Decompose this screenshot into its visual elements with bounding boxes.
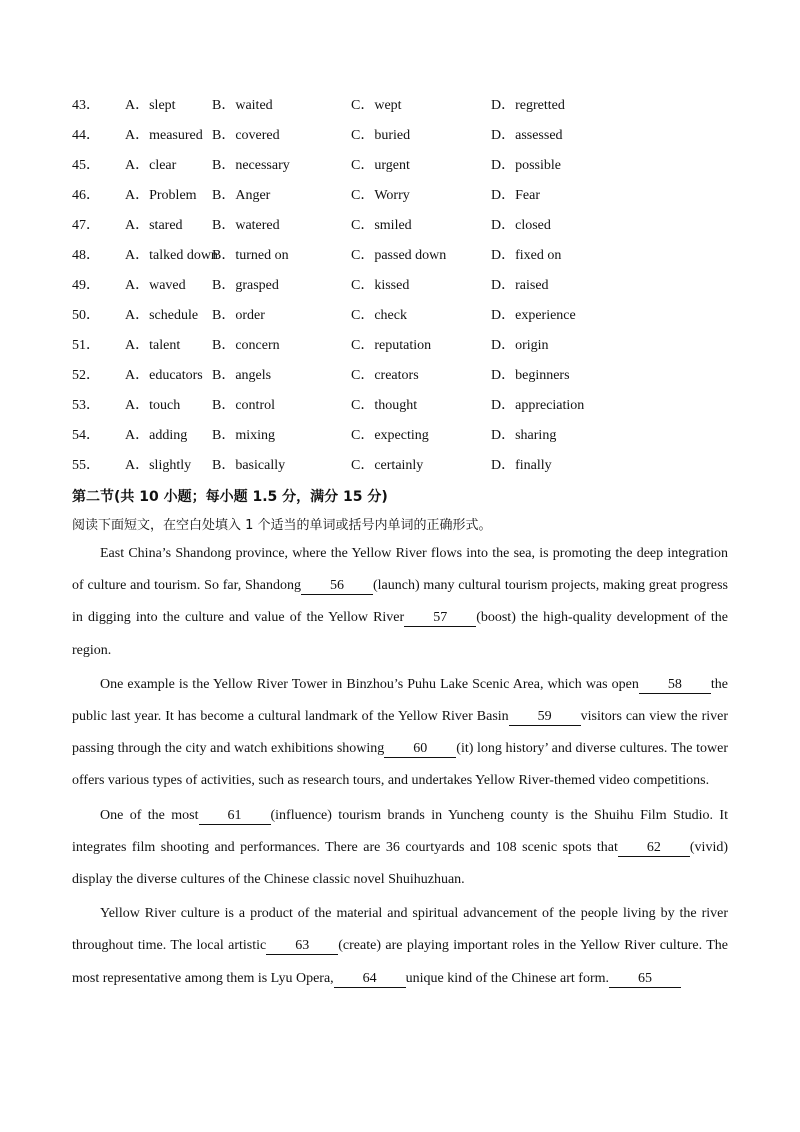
option-d: D．Fear bbox=[491, 188, 540, 203]
answer-blank-57[interactable]: 57 bbox=[404, 609, 476, 627]
question-number: 55． bbox=[72, 458, 100, 473]
answer-blank-61[interactable]: 61 bbox=[199, 807, 271, 825]
question-number: 45． bbox=[72, 158, 100, 173]
question-number: 44． bbox=[72, 128, 100, 143]
option-a: A．slept bbox=[125, 98, 176, 113]
option-c: C．expecting bbox=[351, 428, 429, 443]
option-d: D．closed bbox=[491, 218, 551, 233]
passage-text: (influence) tourism brands in Yuncheng county is the Shuihu Film Studio. It integrates film shooting and performances. There are 36 courtyards and 108 scenic spots that bbox=[72, 807, 728, 855]
answer-blank-56[interactable]: 56 bbox=[301, 577, 373, 595]
passage-paragraph-3 bbox=[72, 800, 728, 897]
option-d: D．beginners bbox=[491, 368, 570, 383]
option-a: A．talent bbox=[125, 338, 181, 353]
option-row-49 bbox=[72, 274, 732, 304]
option-d: D．finally bbox=[491, 458, 552, 473]
option-d: D．raised bbox=[491, 278, 549, 293]
option-row-51 bbox=[72, 334, 732, 364]
option-d: D．regretted bbox=[491, 98, 565, 113]
option-a: A．Problem bbox=[125, 188, 197, 203]
option-b: B．necessary bbox=[212, 158, 290, 173]
passage-text: One example is the Yellow River Tower in Binzhou’s Puhu Lake Scenic Area, which was open bbox=[100, 676, 639, 692]
question-number: 53． bbox=[72, 398, 100, 413]
option-b: B．basically bbox=[212, 458, 286, 473]
option-c: C．Worry bbox=[351, 188, 410, 203]
option-row-47 bbox=[72, 214, 732, 244]
answer-blank-63[interactable]: 63 bbox=[266, 937, 338, 955]
option-b: B．turned on bbox=[212, 248, 289, 263]
option-d: D．assessed bbox=[491, 128, 563, 143]
answer-blank-65[interactable]: 65 bbox=[609, 970, 681, 988]
passage-text: (boost) the high-quality development of the region. bbox=[72, 610, 728, 658]
option-a: A．stared bbox=[125, 218, 183, 233]
option-c: C．thought bbox=[351, 398, 418, 413]
option-d: D．fixed on bbox=[491, 248, 562, 263]
option-a: A．waved bbox=[125, 278, 186, 293]
option-c: C．check bbox=[351, 308, 407, 323]
option-b: B．waited bbox=[212, 98, 273, 113]
option-row-44 bbox=[72, 124, 732, 154]
option-c: C．wept bbox=[351, 98, 402, 113]
question-number: 46． bbox=[72, 188, 100, 203]
option-a: A．educators bbox=[125, 368, 203, 383]
option-d: D．origin bbox=[491, 338, 549, 353]
passage-text: Yellow River culture is a product of the material and spiritual advancement of the people living by the river throughout time. The local artistic bbox=[72, 906, 728, 954]
option-row-43 bbox=[72, 94, 732, 124]
section-instruction: 阅读下面短文，在空白处填入 1 个适当的单词或括号内单词的正确形式。 bbox=[72, 518, 492, 533]
option-row-45 bbox=[72, 154, 732, 184]
option-d: D．sharing bbox=[491, 428, 557, 443]
answer-blank-64[interactable]: 64 bbox=[334, 970, 406, 988]
option-a: A．schedule bbox=[125, 308, 199, 323]
answer-blank-62[interactable]: 62 bbox=[618, 839, 690, 857]
option-row-46 bbox=[72, 184, 732, 214]
option-b: B．angels bbox=[212, 368, 272, 383]
option-c: C．passed down bbox=[351, 248, 447, 263]
option-a: A．slightly bbox=[125, 458, 192, 473]
option-b: B．mixing bbox=[212, 428, 276, 443]
question-number: 47． bbox=[72, 218, 100, 233]
question-number: 52． bbox=[72, 368, 100, 383]
passage-text: unique kind of the Chinese art form. bbox=[405, 970, 609, 986]
reading-passage bbox=[72, 538, 728, 997]
option-b: B．watered bbox=[212, 218, 280, 233]
option-c: C．reputation bbox=[351, 338, 432, 353]
option-d: D．possible bbox=[491, 158, 561, 173]
answer-blank-59[interactable]: 59 bbox=[509, 708, 581, 726]
option-b: B．order bbox=[212, 308, 265, 323]
option-row-54 bbox=[72, 424, 732, 454]
question-number: 50． bbox=[72, 308, 100, 323]
option-a: A．talked down bbox=[125, 248, 218, 263]
passage-text: One of the most bbox=[100, 807, 199, 823]
passage-text: (create) are playing important roles in the Yellow River culture. The most representative among them is Lyu Opera, bbox=[72, 938, 729, 986]
option-b: B．control bbox=[212, 398, 275, 413]
passage-text: (it) long history’ and diverse cultures. The tower offers various types of activities, such as research tours, and undertakes Yellow River-themed video competitions. bbox=[72, 741, 728, 789]
option-a: A．clear bbox=[125, 158, 177, 173]
option-row-55 bbox=[72, 454, 732, 484]
option-c: C．creators bbox=[351, 368, 419, 383]
option-row-48 bbox=[72, 244, 732, 274]
passage-paragraph-2 bbox=[72, 669, 728, 798]
options-table bbox=[72, 94, 732, 484]
answer-blank-58[interactable]: 58 bbox=[639, 676, 711, 694]
option-row-50 bbox=[72, 304, 732, 334]
passage-text: (vivid) display the diverse cultures of the Chinese classic novel Shuihuzhuan. bbox=[72, 839, 728, 888]
option-a: A．touch bbox=[125, 398, 181, 413]
option-b: B．grasped bbox=[212, 278, 279, 293]
passage-text: (launch) many cultural tourism projects, making great progress in digging into the culture and value of the Yellow River bbox=[72, 578, 728, 626]
section-title: 第二节(共 10 小题；每小题 1.5 分，满分 15 分) bbox=[72, 489, 388, 505]
question-number: 54． bbox=[72, 428, 100, 443]
option-b: B．concern bbox=[212, 338, 280, 353]
passage-text: the public last year. It has become a cultural landmark of the Yellow River Basin bbox=[72, 676, 728, 725]
option-c: C．kissed bbox=[351, 278, 410, 293]
passage-text: East China’s Shandong province, where the Yellow River flows into the sea, is promoting the deep integration of culture and tourism. So far, Shandong bbox=[72, 546, 728, 594]
passage-paragraph-4 bbox=[72, 898, 728, 995]
option-c: C．smiled bbox=[351, 218, 412, 233]
option-a: A．measured bbox=[125, 128, 203, 143]
option-row-52 bbox=[72, 364, 732, 394]
answer-blank-60[interactable]: 60 bbox=[384, 740, 456, 758]
option-b: B．Anger bbox=[212, 188, 271, 203]
passage-paragraph-1 bbox=[72, 538, 728, 667]
question-number: 49． bbox=[72, 278, 100, 293]
option-c: C．certainly bbox=[351, 458, 424, 473]
option-c: C．urgent bbox=[351, 158, 410, 173]
option-b: B．covered bbox=[212, 128, 280, 143]
option-c: C．buried bbox=[351, 128, 411, 143]
question-number: 43． bbox=[72, 98, 100, 113]
option-row-53 bbox=[72, 394, 732, 424]
passage-text: visitors can view the river passing through the city and watch exhibitions showing bbox=[72, 709, 729, 757]
question-number: 48． bbox=[72, 248, 100, 263]
option-d: D．experience bbox=[491, 308, 576, 323]
option-a: A．adding bbox=[125, 428, 188, 443]
question-number: 51． bbox=[72, 338, 100, 353]
option-d: D．appreciation bbox=[491, 398, 585, 413]
